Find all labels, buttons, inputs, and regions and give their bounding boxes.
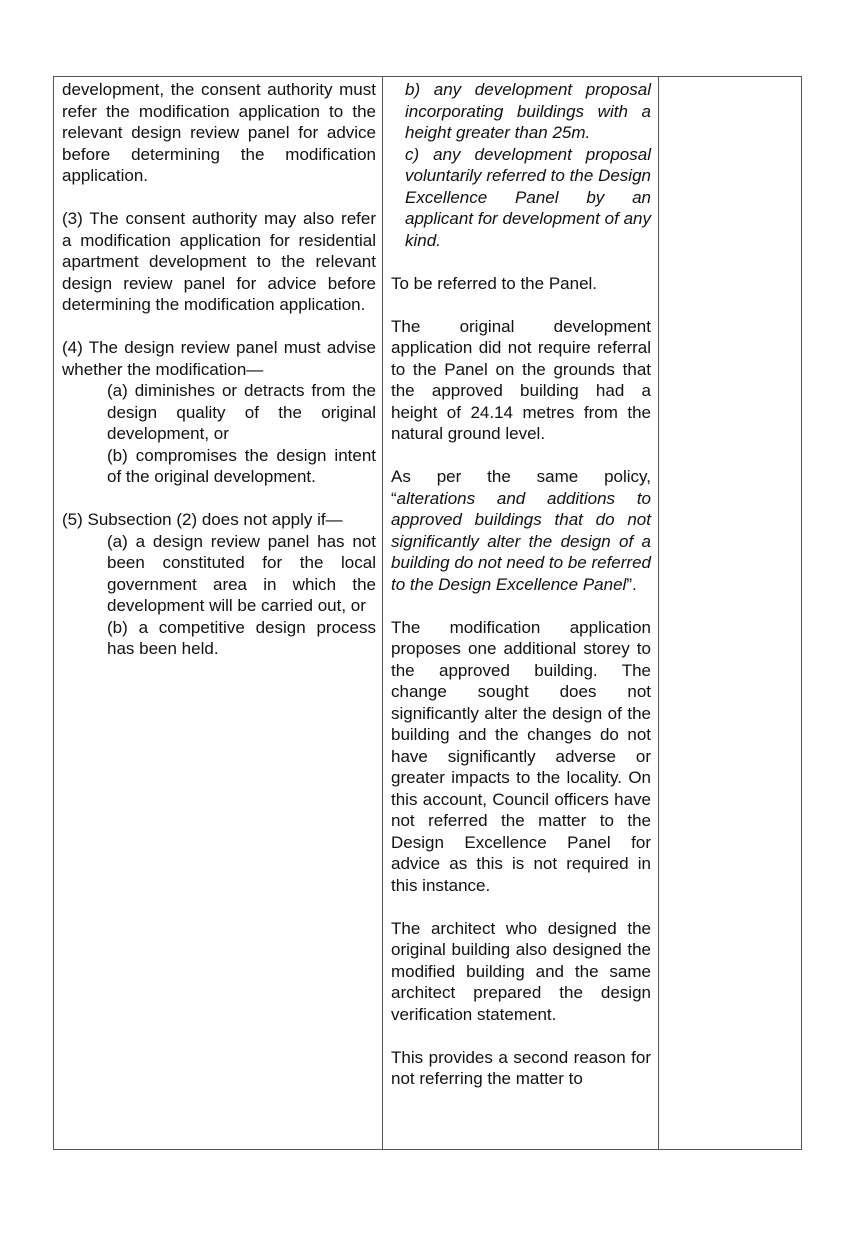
assessment-column — [383, 77, 659, 1149]
clause-paragraph-4: (4) The design review panel must advise whether the modification— — [62, 338, 376, 379]
clause-paragraph-2: development, the consent authority must refer the modification application to the relevant design review panel for advice before determining the modification application. — [62, 80, 376, 185]
policy-item-c: c) any development proposal voluntarily referred to the Design Excellence Panel by an applicant for development of any kind. — [405, 144, 651, 250]
second-reason-paragraph: This provides a second reason for not referring the matter to — [391, 1047, 651, 1088]
modification-paragraph: The modification application proposes one additional storey to the approved building. The change sought does not significantly alter the design of the building and the changes do not have significantly adverse or greater impacts to the locality. On this account, Council officers have not referred the matter to the Design Excellence Panel for advice as this is not required in this instance. — [391, 617, 651, 895]
policy-item-b: b) any development proposal incorporating buildings with a height greater than 25m. — [405, 80, 651, 142]
policy-quote-end: ”. — [626, 574, 637, 594]
clause-5-item-a: (a) a design review panel has not been constituted for the local government area in which the development will be carried out, or — [107, 531, 376, 615]
policy-quote-intro: As per the same policy, “ — [391, 467, 651, 508]
clause-paragraph-3: (3) The consent authority may also refer a modification application for residential apartment development to the relevant design review panel for advice before determining the modification application. — [62, 209, 376, 314]
clause-5-item-b: (b) a competitive design process has been held. — [107, 617, 376, 658]
referral-statement: To be referred to the Panel. — [391, 273, 598, 293]
compliance-column — [659, 77, 801, 1149]
legislation-column — [54, 77, 383, 1149]
policy-quote-text: alterations and additions to approved buildings that do not significantly alter the design of a building do not need to be referred to the Design Excellence Panel — [391, 488, 651, 594]
original-application-paragraph: The original development application did not require referral to the Panel on the grounds that the approved building had a height of 24.14 metres from the natural ground level. — [391, 316, 651, 443]
clause-paragraph-5: (5) Subsection (2) does not apply if— — [62, 510, 343, 529]
architect-paragraph: The architect who designed the original building also designed the modified building and the same architect prepared the design verification statement. — [391, 918, 651, 1024]
clause-4-item-a: (a) diminishes or detracts from the design quality of the original development, or — [107, 381, 376, 443]
clause-4-item-b: (b) compromises the design intent of the original development. — [107, 445, 376, 486]
document-table — [53, 76, 802, 1150]
policy-quote-paragraph — [391, 466, 651, 595]
